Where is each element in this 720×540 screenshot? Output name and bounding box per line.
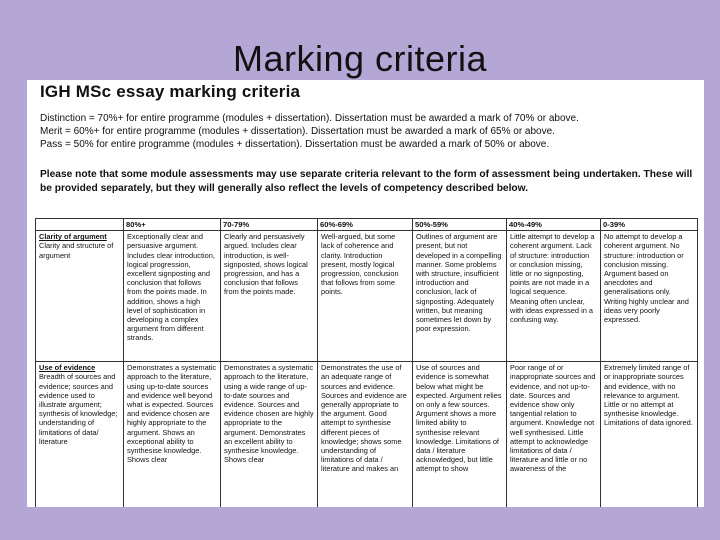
criterion-title: Clarity of argument	[39, 232, 107, 242]
table-cell: Exceptionally clear and persuasive argument. Includes clear introduction, logical progression, excellent signposting and conclusion that follows from the points made. In addition, shows a high level of sophistication in developing a complex argument from different strands.	[124, 231, 221, 362]
criterion-subtitle: Breadth of sources and evidence; sources and evidence used to illustrate argument; synthesis of knowledge; understanding of limitations of data/ literature	[39, 372, 118, 446]
col-header: 70-79%	[221, 219, 318, 231]
assessment-note: Please note that some module assessments may use separate criteria relevant to the form of assessment being undertaken. These will be provided separately, but they will generally also reflect the levels of competency described below.	[40, 169, 693, 194]
criterion-cell	[36, 362, 124, 507]
criteria-table	[35, 218, 698, 507]
pass-line: Pass = 50% for entire programme (modules + dissertation). Dissertation must be awarded a mark of 50% or above.	[40, 139, 550, 151]
document-heading: IGH MSc essay marking criteria	[40, 82, 301, 101]
table-cell: Clearly and persuasively argued. Includes clear introduction, is well-signposted, shows logical progression, and has a conclusion that follows from the points made.	[221, 231, 318, 362]
col-header: 50%-59%	[413, 219, 507, 231]
criterion-cell	[36, 231, 124, 362]
col-header: 80%+	[124, 219, 221, 231]
slide-title: Marking criteria	[232, 38, 488, 79]
grade-thresholds	[40, 112, 690, 152]
col-header: 60%-69%	[318, 219, 413, 231]
criterion-title: Use of evidence	[39, 363, 96, 373]
criteria-document	[27, 80, 704, 507]
table-cell: Outlines of argument are present, but not developed in a compelling manner. Some problems with structure, insufficient introduction and conclusion, lack of signposting. Adequately written, but meaning sometimes let down by poor expression.	[413, 231, 507, 362]
table-cell: Little attempt to develop a coherent argument. Lack of structure: introduction or conclusion missing, little or no signposting, points are not made in a logical sequence. Meaning often unclear, with ideas expressed in a confusing way.	[507, 231, 601, 362]
col-header	[36, 219, 124, 231]
table-cell: Poor range of or inappropriate sources and evidence, and not up-to-date. Sources and evidence show only tangential relation to argument. Knowledge not well synthesised. Little attempt to acknowledge limitations of data / literature and little or no awareness of the	[507, 362, 601, 507]
col-header: 40%-49%	[507, 219, 601, 231]
table-cell: Demonstrates a systematic approach to the literature, using up-to-date sources and evidence well beyond what is expected. Sources and evidence chosen are highly appropriate to the argument. Shows an exceptional ability to synthesise knowledge. Shows clear	[124, 362, 221, 507]
header-row	[36, 219, 698, 231]
table-cell: Demonstrates a systematic approach to the literature, using a wide range of up-to-date sources and evidence. Sources and evidence chosen are highly appropriate to the argument. Demonstrates an excellent ability to synthesise knowledge. Shows clear	[221, 362, 318, 507]
table-cell: No attempt to develop a coherent argument. No structure: introduction or conclusion missing. Argument based on anecdotes and generalisations only. Writing highly unclear and ideas very poorly expressed.	[601, 231, 698, 362]
distinction-line: Distinction = 70%+ for entire programme (modules + dissertation). Dissertation must be awarded a mark of 70% or above.	[40, 113, 579, 124]
table-cell: Use of sources and evidence is somewhat below what might be expected. Argument relies on only a few sources. Argument shows a more limited ability to synthesise relevant knowledge. Limitations of data / literature acknowledged, but little attempt to show	[413, 362, 507, 507]
table-row	[36, 231, 698, 362]
table-cell: Well-argued, but some lack of coherence and clarity. Introduction present, mostly logical progression, conclusion that follows from some points.	[318, 231, 413, 362]
table-row	[36, 362, 698, 507]
table-cell: Demonstrates the use of an adequate range of sources and evidence. Sources and evidence are generally appropriate to the argument. Good attempt to synthesise different pieces of knowledge; shows some understanding of limitations of data / literature and makes an	[318, 362, 413, 507]
col-header: 0-39%	[601, 219, 698, 231]
table-cell: Extremely limited range of or inappropriate sources and evidence, with no relevance to argument. Little or no attempt at synthesise knowledge. Limitations of data ignored.	[601, 362, 698, 507]
merit-line: Merit = 60%+ for entire programme (modules + dissertation). Dissertation must be awarded a mark of 65% or above.	[40, 126, 555, 138]
criterion-subtitle: Clarity and structure of argument	[39, 241, 114, 260]
